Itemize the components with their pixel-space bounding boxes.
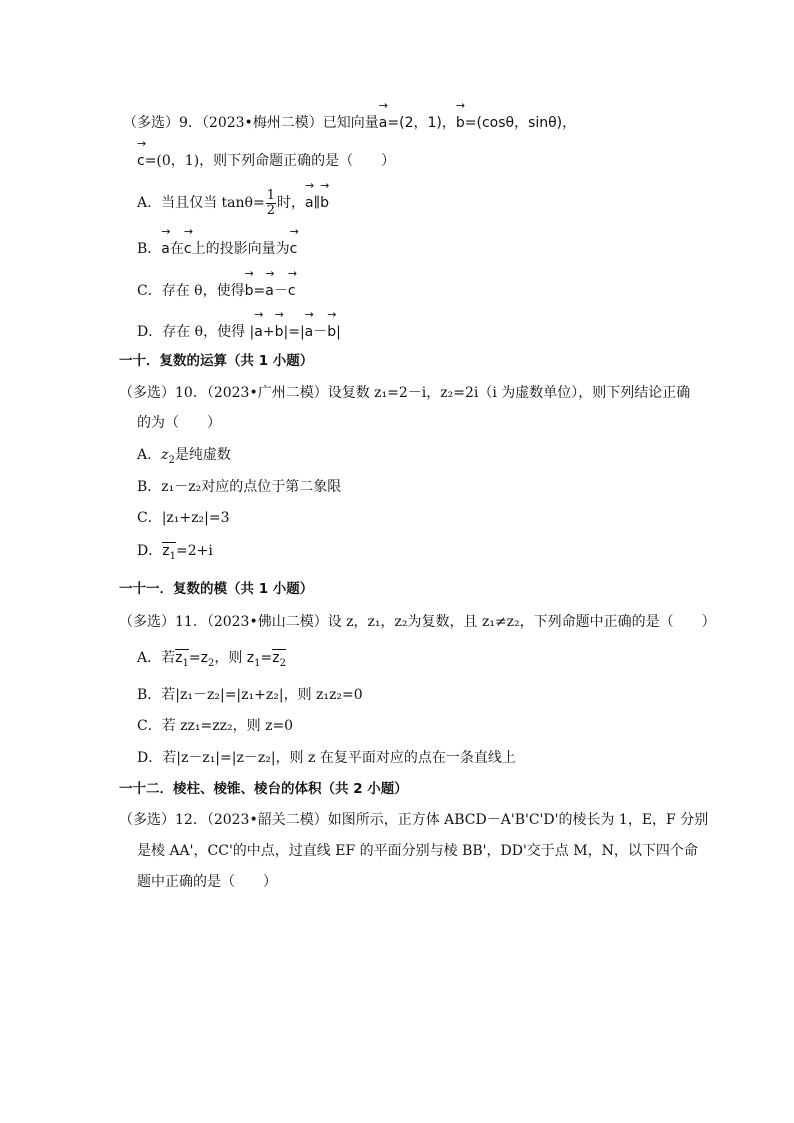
section-heading-10: 一十．复数的运算（共 1 小题） xyxy=(119,353,314,369)
q11-option-c: C．若 zz₁=zz₂，则 z=0 xyxy=(137,718,294,734)
modulus-equals: |=| xyxy=(283,324,305,340)
vector-b: → b xyxy=(456,106,465,134)
vector-c-value: =(0，1)，则下列命题正确的是（ ） xyxy=(144,153,396,169)
fraction-denominator: 2 xyxy=(266,202,275,218)
variable-z: z xyxy=(272,650,280,666)
equals-z: =z xyxy=(188,650,208,666)
vector-c: → c xyxy=(184,232,192,260)
q9-option-c xyxy=(137,274,296,302)
section-heading-12: 一十二．棱柱、棱锥、棱台的体积（共 2 小题） xyxy=(119,781,408,797)
q9-line2 xyxy=(137,144,395,172)
option-d-text: =2+i xyxy=(175,543,213,559)
q10-line1: （多选）10．（2023•广州二模）设复数 z₁=2－i，z₂=2i（i 为虚数单位），则下列结论正确 xyxy=(119,385,691,401)
option-c-prefix: C．存在 θ，使得 xyxy=(137,283,245,299)
q9-option-d xyxy=(137,315,341,343)
option-b-prefix: B． xyxy=(137,241,162,257)
option-a-prefix: A．当且仅当 tanθ= xyxy=(137,195,265,211)
q12-line3: 题中正确的是（ ） xyxy=(137,874,277,890)
conjugate-z2 xyxy=(272,649,286,672)
subscript: 1 xyxy=(169,550,176,562)
vector-a-value: =(2，1)， xyxy=(387,115,456,131)
option-a-mid: 时， xyxy=(277,195,305,211)
subscript: 1 xyxy=(182,657,189,669)
subscript: 2 xyxy=(207,657,215,669)
q11-option-b: B．若|z₁－z₂|=|z₁+z₂|，则 z₁z₂=0 xyxy=(137,687,363,703)
variable-z: z xyxy=(162,543,170,559)
vector-b: → b xyxy=(275,315,284,343)
option-d-prefix: D． xyxy=(137,543,163,559)
subscript: 2 xyxy=(279,657,286,669)
conjugate-z1 xyxy=(162,542,176,565)
plus-symbol: + xyxy=(262,324,275,340)
fraction-numerator: 1 xyxy=(266,187,275,203)
variable-z: z xyxy=(161,447,169,463)
section-heading-11: 一十一．复数的模（共 1 小题） xyxy=(119,581,314,597)
q10-line2: 的为（ ） xyxy=(137,415,221,431)
q9-option-b xyxy=(137,232,297,260)
vector-a: → a xyxy=(305,186,314,214)
vector-a: → a xyxy=(161,232,170,260)
vector-b-value: =(cosθ，sinθ)， xyxy=(464,115,577,131)
q10-option-d xyxy=(137,540,213,565)
subscript: 1 xyxy=(254,657,261,669)
option-d-prefix: D．存在 θ，使得 | xyxy=(137,324,255,340)
q11-option-d: D．若|z－z₁|=|z－z₂|，则 z 在复平面对应的点在一条直线上 xyxy=(137,750,516,766)
q11-line1: （多选）11．（2023•佛山二模）设 z，z₁，z₂为复数，且 z₁≠z₂，下列命题中正确的是（ ） xyxy=(119,614,716,630)
q10-option-a xyxy=(137,444,231,472)
vector-c: → c xyxy=(290,232,298,260)
q9-option-a xyxy=(137,186,329,218)
fraction-one-half xyxy=(266,189,276,218)
option-a-then: ，则 z xyxy=(214,650,255,666)
subscript: 2 xyxy=(168,454,175,466)
q10-option-b: B．z₁－z₂对应的点位于第二象限 xyxy=(137,479,342,495)
q10-option-c: C．|z₁+z₂|=3 xyxy=(137,510,230,526)
equals-symbol: = xyxy=(260,650,273,666)
vector-c: → c xyxy=(288,274,296,302)
option-a-prefix: A． xyxy=(137,447,162,463)
vector-a: → a xyxy=(305,315,314,343)
vector-b: → b xyxy=(320,186,329,214)
vector-b: → b xyxy=(327,315,336,343)
modulus-bar: | xyxy=(336,324,341,340)
vector-a: → a xyxy=(265,274,274,302)
q11-option-a xyxy=(137,647,286,675)
variable-z: z xyxy=(175,650,183,666)
vector-a: → a xyxy=(379,106,388,134)
vector-b: → b xyxy=(245,274,254,302)
conjugate-z1 xyxy=(175,649,189,672)
option-a-prefix: A．若 xyxy=(137,650,176,666)
q9-line1 xyxy=(123,106,576,134)
q12-line1: （多选）12．（2023•韶关二模）如图所示，正方体 ABCD－A'B'C'D'的棱长为 1，E，F 分别 xyxy=(119,812,709,828)
option-a-text: 是纯虚数 xyxy=(174,447,231,463)
q12-line2: 是棱 AA'，CC'的中点，过直线 EF 的平面分别与棱 BB'，DD'交于点 M，N，以下四个命 xyxy=(137,843,698,859)
q9-prefix: （多选）9．（2023•梅州二模）已知向量 xyxy=(123,115,379,131)
minus-symbol: － xyxy=(273,283,288,299)
vector-a: → a xyxy=(254,315,263,343)
equals-symbol: = xyxy=(253,283,266,299)
vector-c: → c xyxy=(137,144,145,172)
option-b-text-1: 在 xyxy=(169,241,184,257)
parallel-symbol: ∥ xyxy=(313,195,321,211)
minus-symbol: － xyxy=(313,324,328,340)
option-b-text-2: 上的投影向量为 xyxy=(191,241,290,257)
